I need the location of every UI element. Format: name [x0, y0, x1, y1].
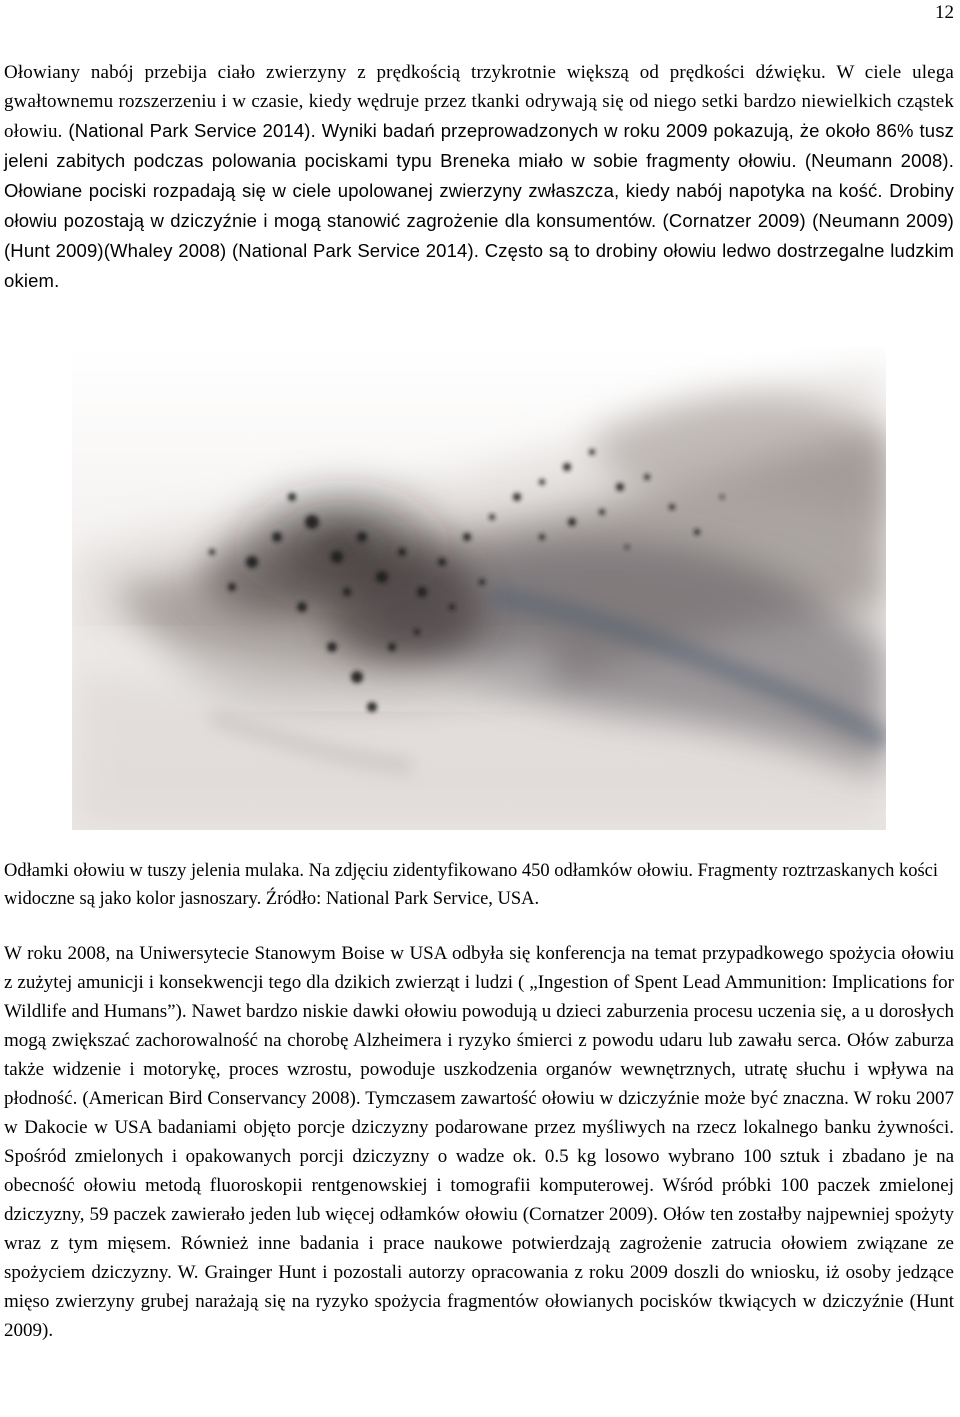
figure-caption: Odłamki ołowiu w tuszy jelenia mulaka. Na zdjęciu zidentyfikowano 450 odłamków ołowiu. Fragmenty roztrzaskanych kości widoczne są jako kolor jasnoszary. Źródło: National Park Service, USA. — [4, 861, 939, 909]
paragraph-intro — [4, 58, 954, 296]
paragraph-intro-citation: (National Park Service 2014). — [62, 120, 316, 141]
paragraph-conference: W roku 2008, na Uniwersytecie Stanowym Boise w USA odbyła się konferencja na temat przypadkowego spożycia ołowiu z zużytej amunicji i konsekwencji tego dla dzikich zwierząt i ludzi ( „Ingestion of Spent Lead Ammunition: Implications for Wildlife and Humans”). Nawet bardzo niskie dawki ołowiu powodują u dzieci zaburzenia procesu uczenia się, a u dorosłych mogą zwiększać zachorowalność na chorobę Alzheimera i ryzyko śmierci z powodu udaru lub zawału serca. Ołów zaburza także widzenie i motorykę, proces wzrostu, powoduje uszkodzenia organów wewnętrznych, utratę słuchu i wpływa na płodność. (American Bird Conservancy 2008). Tymczasem zawartość ołowiu w dziczyźnie może być znaczna. W roku 2007 w Dakocie w USA badaniami objęto porcje dziczyzny podarowane przez myśliwych na rzecz lokalnego banku żywności. Spośród zmielonych i opakowanych porcji dziczyzny o wadze ok. 0.5 kg losowo wybrano 100 sztuk i zbadano je na obecność ołowiu metodą fluoroskopii rentgenowskiej i tomografii komputerowej. Wśród próbki 100 paczek zmielonej dziczyzny, 59 paczek zawierało jeden lub więcej odłamków ołowiu (Cornatzer 2009). Ołów ten zostałby najpewniej spożyty wraz z tym mięsem. Również inne badania i prace naukowe potwierdzają zagrożenie zatrucia ołowiem związane ze spożyciem dziczyzny. W. Grainger Hunt i pozostali autorzy opracowania z roku 2009 doszli do wniosku, iż osoby jedzące mięso zwierzyny grubej narażają się na ryzyko spożycia fragmentów ołowianych pocisków tkwiących w dziczyźnie (Hunt 2009). — [4, 943, 954, 1341]
xray-figure — [72, 347, 886, 830]
paragraph-intro-text-a: Ołowiany nabój przebija ciało zwierzyny z prędkością trzykrotnie większą od prędkości dźwięku. W ciele ulega gwałtownemu rozszerzeniu i w czasie, kiedy wędruje przez tkanki odrywają się od niego setki bardzo niewielkich cząstek ołowiu. — [4, 62, 954, 142]
xray-image — [72, 347, 886, 830]
paragraph-intro-text-b: Wyniki badań przeprowadzonych w roku 2009 pokazują, że około 86% tusz jeleni zabitych podczas polowania pociskami typu Breneka miało w sobie fragmenty ołowiu. (Neumann 2008). Ołowiane pociski rozpadają się w ciele upolowanej zwierzyny zwłaszcza, kiedy nabój napotyka na kość. Drobiny ołowiu pozostają w dziczyźnie i mogą stanowić zagrożenie dla konsumentów. (Cornatzer 2009) (Neumann 2009) (Hunt 2009)(Whaley 2008) (National Park Service 2014). Często są to drobiny ołowiu ledwo dostrzegalne ludzkim okiem. — [4, 120, 954, 291]
page-number: 12 — [935, 2, 954, 23]
